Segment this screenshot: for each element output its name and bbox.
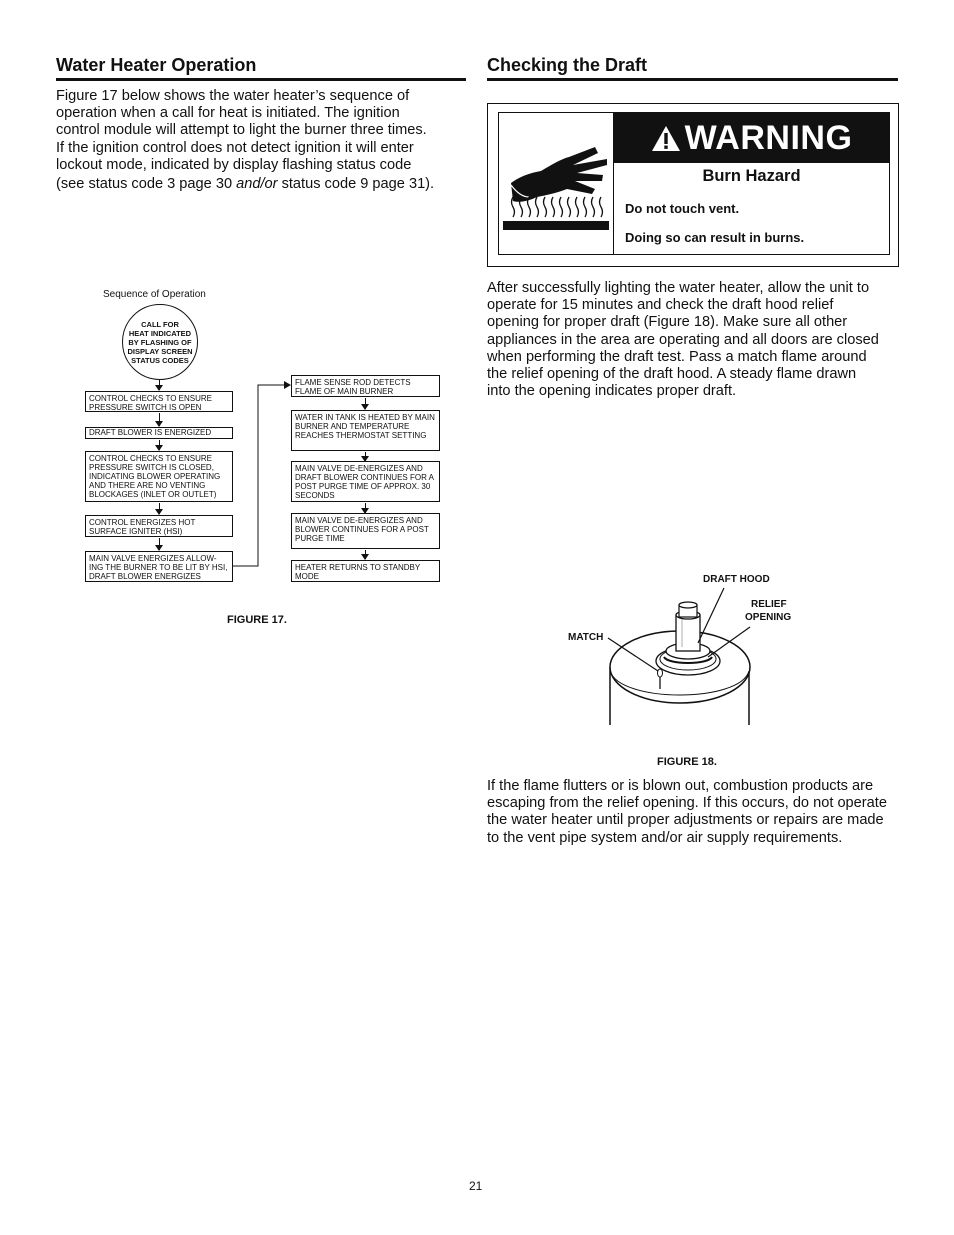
warning-title-bar bbox=[614, 113, 889, 163]
paragraph-line: to the vent pipe system and/or air supply requirements. bbox=[487, 829, 843, 846]
paragraph-text: (see status code 3 page 30 bbox=[56, 176, 237, 193]
hot-surface-icon bbox=[499, 113, 614, 254]
start-line: STATUS CODES bbox=[131, 355, 189, 365]
warning-title: WARNING bbox=[684, 118, 853, 157]
figure-17-caption: FIGURE 17. bbox=[227, 614, 287, 626]
paragraph-line: operate for 15 minutes and check the draft hood relief bbox=[487, 297, 834, 314]
flowchart-start-circle bbox=[122, 304, 198, 380]
flow-step-right-5: HEATER RETURNS TO STANDBY MODE bbox=[291, 560, 440, 582]
label-relief-1: RELIEF bbox=[751, 599, 787, 610]
flow-arrow bbox=[159, 413, 160, 426]
page-number: 21 bbox=[469, 1179, 483, 1193]
paragraph-line: After successfully lighting the water heater, allow the unit to bbox=[487, 280, 870, 296]
paragraph-line: control module will attempt to light the burner three times. bbox=[56, 122, 427, 139]
flow-step-right-3: MAIN VALVE DE-ENERGIZES AND DRAFT BLOWER CONTINUES FOR A POST PURGE TIME OF APPROX. 30 SECONDS bbox=[291, 461, 440, 502]
section-heading-water-heater-operation: Water Heater Operation bbox=[56, 55, 257, 75]
flow-arrow bbox=[159, 538, 160, 550]
warning-line-2: Doing so can result in burns. bbox=[625, 230, 805, 245]
flow-step-right-4: MAIN VALVE DE-ENERGIZES AND BLOWER CONTINUES FOR A POST PURGE TIME bbox=[291, 513, 440, 549]
flow-step-left-3: CONTROL CHECKS TO ENSURE PRESSURE SWITCH IS CLOSED, INDICATING BLOWER OPERATING AND THERE ARE NO VENTING BLOCKAGES (INLET OR OUTLET) bbox=[85, 451, 233, 502]
water-heater-top-illustration bbox=[600, 585, 760, 730]
flow-arrow bbox=[159, 440, 160, 450]
flow-step-left-1: CONTROL CHECKS TO ENSURE PRESSURE SWITCH IS OPEN bbox=[85, 391, 233, 412]
paragraph-line: operation when a call for heat is initiated. The ignition bbox=[56, 105, 400, 122]
paragraph-line: when performing the draft test. Pass a match flame around bbox=[487, 348, 867, 365]
flow-arrow bbox=[159, 503, 160, 514]
warning-subtitle: Burn Hazard bbox=[702, 167, 801, 185]
flow-arrow bbox=[365, 503, 366, 513]
flow-step-right-2: WATER IN TANK IS HEATED BY MAIN BURNER AND TEMPERATURE REACHES THERMOSTAT SETTING bbox=[291, 410, 440, 451]
warning-label bbox=[487, 103, 899, 267]
start-line: CALL FOR bbox=[141, 319, 179, 329]
paragraph-line: If the flame flutters or is blown out, combustion products are bbox=[487, 778, 874, 794]
start-line: DISPLAY SCREEN bbox=[127, 346, 193, 356]
flow-arrow bbox=[365, 550, 366, 559]
flow-arrow bbox=[159, 379, 160, 390]
paragraph-line: Figure 17 below shows the water heater’s sequence of bbox=[56, 88, 410, 104]
flow-arrow bbox=[365, 452, 366, 461]
warning-inner-frame bbox=[498, 112, 890, 255]
paragraph-line: escaping from the relief opening. If this occurs, do not operate bbox=[487, 795, 887, 812]
operation-paragraph bbox=[56, 88, 476, 193]
flow-step-left-2: DRAFT BLOWER IS ENERGIZED bbox=[85, 427, 233, 439]
flow-connector bbox=[230, 375, 294, 575]
start-line: HEAT INDICATED bbox=[128, 328, 192, 338]
label-match: MATCH bbox=[568, 632, 604, 643]
paragraph-line: the relief opening of the draft hood. A steady flame drawn bbox=[487, 366, 857, 383]
section-heading-checking-draft: Checking the Draft bbox=[487, 55, 648, 75]
figure-18-caption: FIGURE 18. bbox=[657, 756, 717, 768]
flow-step-left-5: MAIN VALVE ENERGIZES ALLOW- ING THE BURNER TO BE LIT BY HSI, DRAFT BLOWER ENERGIZES bbox=[85, 551, 233, 582]
flame-result-paragraph bbox=[487, 778, 907, 847]
label-draft-hood: DRAFT HOOD bbox=[703, 574, 770, 585]
paragraph-line: If the ignition control does not detect ignition it will enter bbox=[56, 139, 414, 156]
paragraph-line bbox=[56, 176, 476, 193]
flow-step-left-4: CONTROL ENERGIZES HOT SURFACE IGNITER (HSI) bbox=[85, 515, 233, 537]
warning-triangle-icon bbox=[651, 125, 681, 152]
flowchart-title: Sequence of Operation bbox=[103, 289, 206, 300]
start-line: BY FLASHING OF bbox=[128, 337, 192, 347]
flow-arrow bbox=[365, 398, 366, 409]
flow-step-right-1: FLAME SENSE ROD DETECTS FLAME OF MAIN BURNER bbox=[291, 375, 440, 397]
label-relief-2: OPENING bbox=[745, 612, 792, 623]
warning-line-1: Do not touch vent. bbox=[625, 201, 740, 216]
paragraph-text: status code 9 page 31). bbox=[277, 176, 435, 193]
draft-check-paragraph bbox=[487, 280, 907, 400]
heading-rule bbox=[487, 78, 898, 81]
paragraph-line: opening for proper draft (Figure 18). Make sure all other bbox=[487, 314, 848, 331]
heading-rule bbox=[56, 78, 466, 81]
paragraph-line: the water heater until proper adjustments or repairs are made bbox=[487, 812, 884, 829]
paragraph-line: into the opening indicates proper draft. bbox=[487, 383, 737, 400]
paragraph-line: lockout mode, indicated by display flashing status code bbox=[56, 156, 412, 173]
paragraph-line: appliances in the area are operating and all doors are closed bbox=[487, 331, 879, 348]
paragraph-italic-text: and/or bbox=[236, 176, 278, 193]
